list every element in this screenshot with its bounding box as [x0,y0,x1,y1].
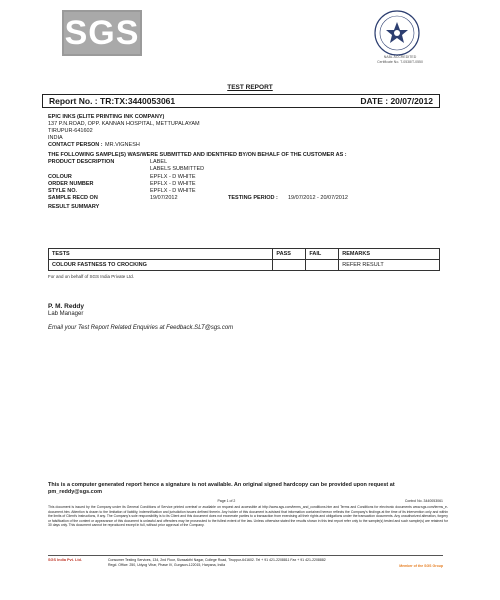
report-header-box [42,94,440,108]
for-behalf-note: For and on behalf of SGS India Private Ltd. [48,274,135,279]
style-label: STYLE NO. [48,188,78,194]
header-tests: TESTS [49,249,273,260]
report-number: Report No. : TR:TX:3440053061 [49,96,176,106]
nabl-seal-icon [372,8,422,58]
control-number: Control No. 3440053061 [404,499,443,503]
sample-statement: THE FOLLOWING SAMPLE(S) WAS/WERE SUBMITTED AND IDENTIFIED BY/ON BEHALF OF THE CUSTOMER AS : [48,152,347,158]
recd-label: SAMPLE RECD ON [48,195,98,201]
table-row [49,260,440,271]
accreditation-text [370,55,430,64]
footer-address [108,558,388,568]
report-date: DATE : 20/07/2012 [360,96,433,106]
customer-country: INDIA [48,135,63,141]
product-label: PRODUCT DESCRIPTION [48,159,115,165]
footer-member: Member of the SGS Group [399,564,443,568]
footer-company: SGS India Pvt. Ltd. [48,558,82,562]
results-table [48,248,440,271]
test-fail [306,260,339,271]
header-pass: PASS [273,249,306,260]
result-summary-label: RESULT SUMMARY [48,204,100,210]
test-name: COLOUR FASTNESS TO CROCKING [49,260,273,271]
header-fail: FAIL [306,249,339,260]
contact-label: CONTACT PERSON : [48,142,103,148]
test-remarks: REFER RESULT [339,260,440,271]
order-value: EPFLX - D WHITE [150,181,196,187]
contact-value: MR.VIGNESH [105,142,140,148]
accreditation-line2: Certificate No. T-0538/T-0550 [377,59,423,64]
sgs-logo [62,10,142,56]
page-footer [48,555,443,568]
testing-period-label: TESTING PERIOD : [228,195,278,201]
customer-address-2: TIRUPUR-641602 [48,128,93,134]
testing-period-value: 19/07/2012 - 20/07/2012 [288,195,348,201]
signer-role: Lab Manager [48,311,84,317]
colour-label: COLOUR [48,174,72,180]
customer-address-1: 137 P.N.ROAD, OPP. KANNAN HOSPITAL, METTUPALAYAM [48,121,200,127]
product-value-1: LABEL [150,159,168,165]
footer-address-2: Regd. Office: 250, Udyog Vihar, Phase IV, Gurgaon-122015, Haryana, India [108,563,226,567]
recd-value: 19/07/2012 [150,195,178,201]
signer-name: P. M. Reddy [48,303,85,310]
footer-address-1: Consumer Testing Services, 134, 2nd Floor, Sivasakthi Nagar, College Road, Tiruppur-641602. Tel + 91 421-2208811 Fax + 91 421-2208882 [108,558,326,562]
customer-name: EPIC INKS (ELITE PRINTING INK COMPANY) [48,114,165,120]
test-pass [273,260,306,271]
email-enquiries: Email your Test Report Related Enquiries at Feedback.SLT@sgs.com [48,325,234,331]
page-info-row [48,499,443,503]
colour-value: EPFLX - D WHITE [150,174,196,180]
product-value-2: LABELS SUBMITTED [150,166,205,172]
computer-generated-disclaimer: This is a computer generated report hence a signature is not available. An original signed hardcopy can be provided upon request at pm_reddy@sgs.com [48,482,395,495]
header-remarks: REMARKS [339,249,440,260]
report-title: TEST REPORT [227,84,273,91]
order-label: ORDER NUMBER [48,181,94,187]
results-header-row [49,249,440,260]
style-value: EPFLX - D WHITE [150,188,196,194]
terms-fineprint: This document is issued by the Company under its General Conditions of Service printed overleaf or available on request and accessible at http://www.sgs.com/terms_and_conditions.htm and Terms and Conditions for electronic documents www.sgs.com/terms_e-document.htm. Attention is drawn to the limitation of liability, indemnification and jurisdiction issues defined therein. Any holder of this document is advised that information contained hereon reflects the Company's findings at the time of its intervention only and within the limits of Client's instructions, if any. The Company's sole responsibility is to its Client and this document does not exonerate parties to a transaction from exercising all their rights and obligations under the transaction documents. Any unauthorized alteration, forgery or falsification of the content or appearance of this document is unlawful and offenders may be prosecuted to the fullest extent of the law. Unless otherwise stated the results shown in this test report refer only to the sample(s) tested and such sample(s) are retained for 30 days only. This document cannot be reproduced except in full, without prior approval of the Company. [48,505,448,528]
accreditation-line1: NABL ACCREDITED [383,55,417,59]
sgs-logo-text: SGS [64,14,140,52]
page-number: Page 1 of 2 [217,499,236,503]
